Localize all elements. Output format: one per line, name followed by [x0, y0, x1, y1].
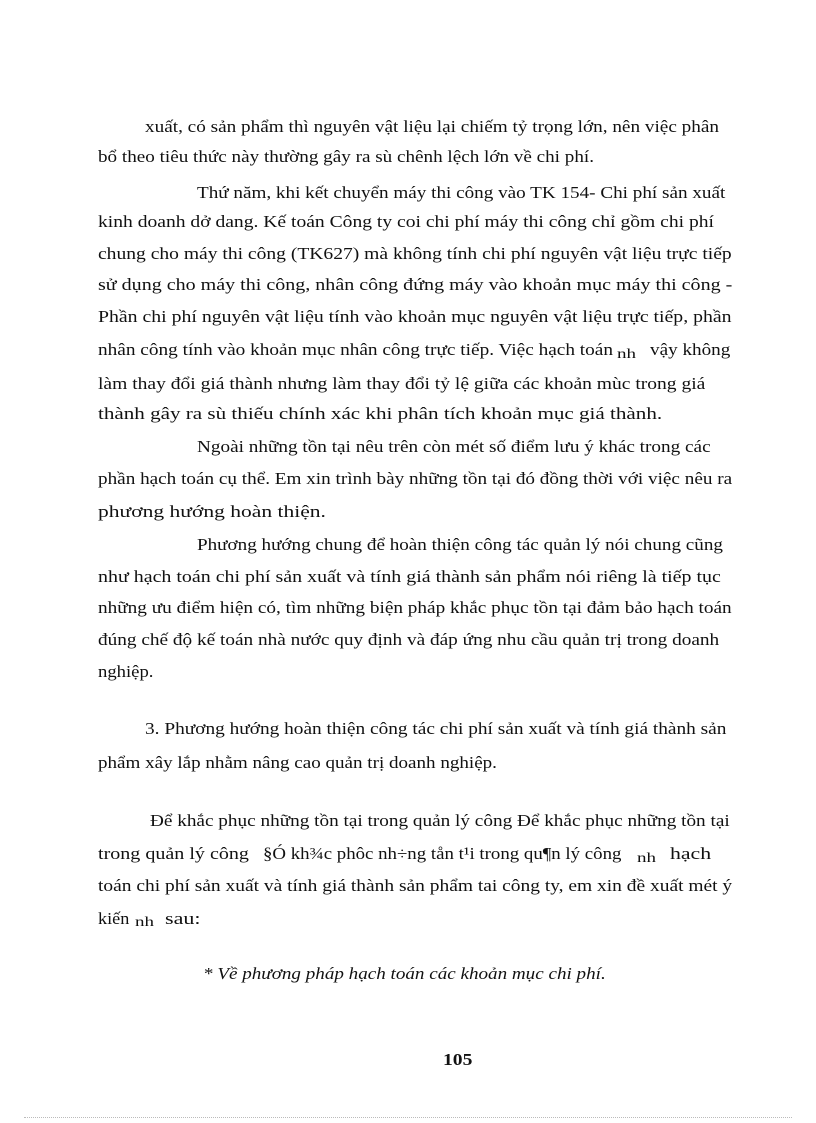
text-line: như hạch toán chi phí sản xuất và tính giá thành sản phẩm nói riêng là tiếp tục [98, 567, 721, 586]
text-line: phần hạch toán cụ thể. Em xin trình bày những tồn tại đó đồng thời với việc nêu ra [98, 469, 733, 488]
section-heading: 3. Phương hướng hoàn thiện công tác chi phí sản xuất và tính giá thành sản [145, 719, 727, 738]
text-line: phương hướng hoàn thiện. [98, 502, 326, 521]
text-line: chung cho máy thi công (TK627) mà không tính chi phí nguyên vật liệu trực tiếp [98, 244, 732, 263]
text-fragment-nh: nh [135, 915, 154, 930]
text-line: Thứ năm, khi kết chuyển máy thi công vào TK 154- Chi phí sản xuất [197, 183, 726, 202]
text-line: sử dụng cho máy thi công, nhân công đứng máy vào khoản mục máy thi công - [98, 275, 733, 294]
subheading: * Về phương pháp hạch toán các khoản mục chi phí. [203, 964, 606, 983]
page-number: 105 [443, 1050, 473, 1069]
text-fragment-nh: nh [637, 851, 656, 866]
text-line: nghiệp. [98, 662, 154, 681]
section-heading: phẩm xây lắp nhằm nâng cao quản trị doanh nghiệp. [98, 753, 497, 772]
text-line: Ngoài những tồn tại nêu trên còn mét số điểm lưu ý khác trong các [197, 437, 711, 456]
text-line: sau: [165, 909, 201, 928]
text-fragment-nh: nh [617, 347, 636, 362]
text-line: những ưu điểm hiện có, tìm những biện pháp khắc phục tồn tại đảm bảo hạch toán [98, 598, 732, 617]
text-line: đúng chế độ kế toán nhà nước quy định và đáp ứng nhu cầu quản trị trong doanh [98, 630, 720, 649]
text-line: toán chi phí sản xuất và tính giá thành sản phẩm tai công ty, em xin đề xuất mét ý [98, 876, 733, 895]
text-line: xuất, có sản phẩm thì nguyên vật liệu lại chiếm tỷ trọng lớn, nên việc phân [145, 117, 719, 136]
text-line: vậy không [650, 340, 731, 359]
text-line: bổ theo tiêu thức này thường gây ra sù chênh lệch lớn về chi phí. [98, 147, 594, 166]
text-line: kiến [98, 909, 130, 928]
text-line: Phương hướng chung để hoàn thiện công tác quản lý nói chung cũng [197, 535, 723, 554]
text-line: Để khắc phục những tồn tại trong quản lý công Để khắc phục những tồn tại [150, 811, 730, 830]
text-line: làm thay đổi giá thành nhưng làm thay đổi tỷ lệ giữa các khoản mùc trong giá [98, 374, 706, 393]
text-line: kinh doanh dở dang. Kế toán Công ty coi chi phí máy thi công chỉ gồm chi phí [98, 212, 714, 231]
text-line: trong quản lý công [98, 844, 249, 863]
text-line: nhân công tính vào khoản mục nhân công trực tiếp. Việc hạch toán [98, 340, 613, 359]
footer-rule [24, 1117, 792, 1118]
text-line: thành gây ra sù thiếu chính xác khi phân tích khoản mục giá thành. [98, 404, 663, 423]
text-line: Phần chi phí nguyên vật liệu tính vào khoản mục nguyên vật liệu trực tiếp, phần [98, 307, 732, 326]
text-line: hạch [670, 844, 712, 863]
legacy-encoded-text: §Ó kh¾c phôc nh÷ng tån t¹i trong qu¶n lý công [263, 844, 622, 863]
